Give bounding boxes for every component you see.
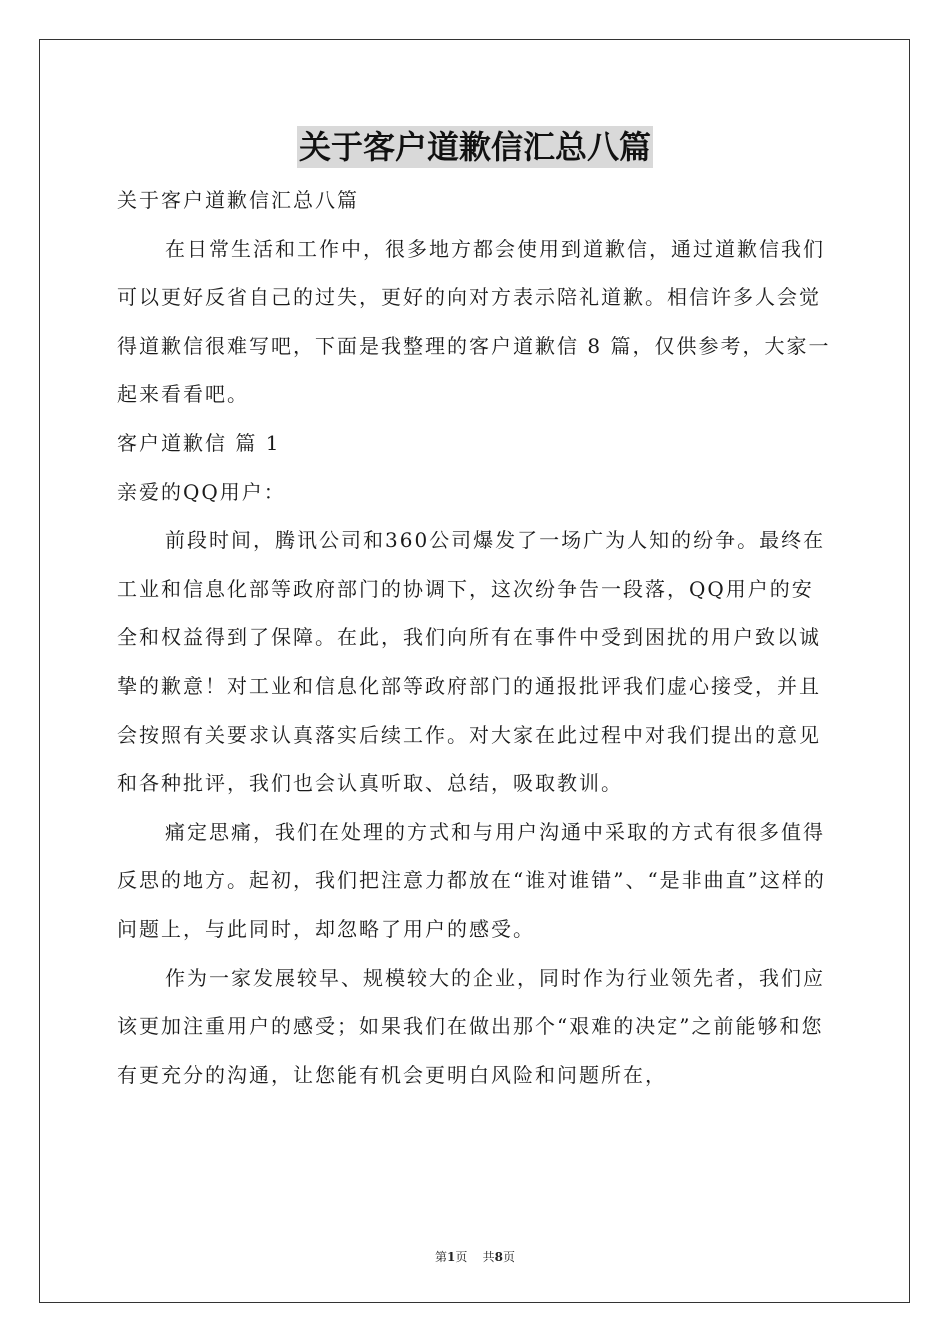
document-title: 关于客户道歉信汇总八篇 bbox=[298, 128, 651, 166]
total-suffix: 页 bbox=[503, 1250, 516, 1264]
subtitle-paragraph: 关于客户道歉信汇总八篇 bbox=[117, 188, 359, 212]
body-paragraph-3: 作为一家发展较早、规模较大的企业，同时作为行业领先者，我们应该更加注重用户的感受；如果我们在做出那个“艰难的决定”之前能够和您有更充分的沟通，让您能有机会更明白风险和问题所在， bbox=[117, 965, 825, 1087]
body-paragraph-1: 前段时间，腾讯公司和360公司爆发了一场广为人知的纷争。最终在工业和信息化部等政府部门的协调下，这次纷争告一段落，QQ用户的安全和权益得到了保障。在此，我们向所有在事件中受到困扰的用户致以诚挚的歉意！对工业和信息化部等政府部门的通报批评我们虚心接受，并且会按照有关要求认真落实后续工作。对大家在此过程中对我们提出的意见和各种批评，我们也会认真听取、总结，吸取教训。 bbox=[117, 528, 826, 796]
title-container bbox=[0, 126, 950, 168]
page-footer bbox=[0, 1248, 950, 1265]
salutation: 亲爱的QQ用户： bbox=[117, 479, 286, 504]
page-prefix: 第 bbox=[434, 1250, 447, 1264]
page-total: 8 bbox=[494, 1250, 503, 1264]
section-heading: 客户道歉信 篇 1 bbox=[117, 430, 281, 455]
page-current: 1 bbox=[446, 1250, 456, 1264]
body-paragraph-2: 痛定思痛，我们在处理的方式和与用户沟通中采取的方式有很多值得反思的地方。起初，我们把注意力都放在“谁对谁错”、“是非曲直”这样的问题上，与此同时，却忽略了用户的感受。 bbox=[117, 819, 826, 941]
page-suffix: 页 bbox=[455, 1250, 468, 1264]
document-body bbox=[117, 176, 835, 1099]
total-prefix: 共 bbox=[482, 1250, 495, 1264]
intro-paragraph: 在日常生活和工作中，很多地方都会使用到道歉信，通过道歉信我们可以更好反省自己的过失，更好的向对方表示陪礼道歉。相信许多人会觉得道歉信很难写吧，下面是我整理的客户道歉信 8 篇，仅供参考，大家一起来看看吧。 bbox=[117, 236, 831, 407]
